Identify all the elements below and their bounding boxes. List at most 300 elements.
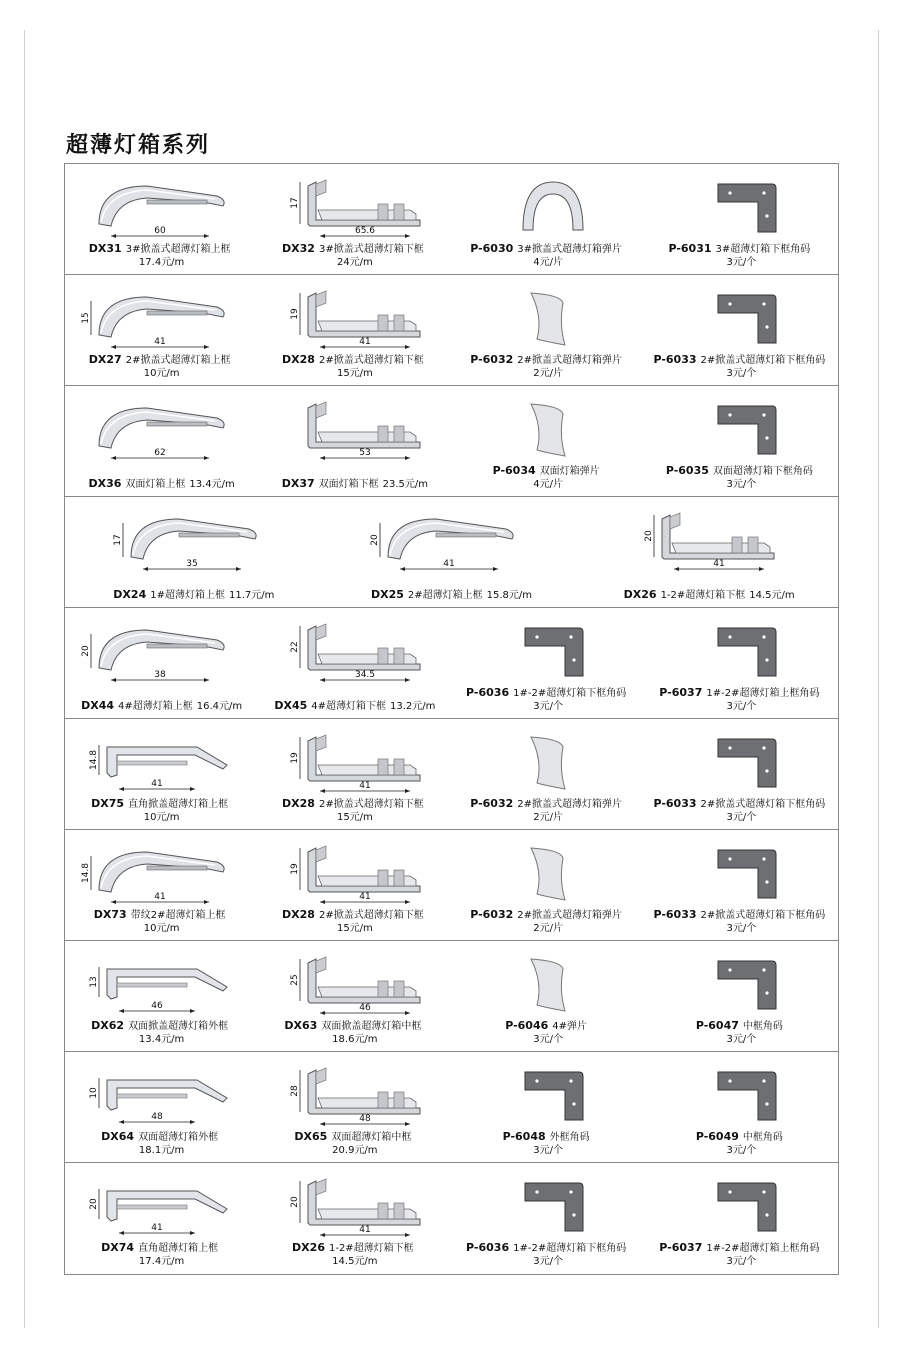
width-dimension-label: 41	[359, 892, 371, 902]
product-caption	[452, 464, 645, 491]
product-item	[65, 1052, 258, 1163]
product-caption	[258, 1019, 451, 1046]
product-item	[65, 608, 258, 719]
width-dimension-label: 60	[153, 226, 166, 236]
product-name: 1#-2#超薄灯箱下框角码	[513, 688, 627, 699]
product-item	[580, 497, 838, 608]
corner-profile-drawing	[463, 616, 633, 686]
corner-bracket-profile	[718, 295, 776, 343]
corner-bracket-profile	[525, 628, 583, 676]
width-dimension-label: 35	[186, 559, 198, 569]
product-code: P-6030	[470, 242, 514, 255]
product-name: 双面掀盖超薄灯箱外框	[128, 1021, 229, 1032]
product-name: 2#掀盖式超薄灯箱下框角码	[700, 355, 826, 366]
product-row	[65, 164, 838, 275]
height-dimension-label: 20	[88, 1198, 99, 1210]
product-code: P-6036	[466, 1241, 510, 1254]
product-price: 3元/个	[726, 812, 757, 823]
product-price: 11.7元/m	[228, 590, 275, 601]
corner-profile-drawing	[656, 949, 826, 1019]
product-caption	[452, 1241, 645, 1268]
product-price: 16.4元/m	[196, 701, 243, 712]
product-code: DX26	[623, 588, 657, 601]
product-caption	[323, 588, 581, 602]
product-caption	[645, 1241, 838, 1268]
product-item	[258, 608, 451, 719]
upper-profile-drawing	[77, 172, 247, 242]
width-dimension-label: 65.6	[354, 226, 375, 236]
product-code: DX28	[282, 353, 315, 366]
page-title: 超薄灯箱系列	[66, 133, 211, 158]
width-dimension-label: 34.5	[354, 670, 375, 680]
product-code: P-6032	[470, 908, 514, 921]
product-name: 3#掀盖式超薄灯箱弹片	[517, 244, 623, 255]
product-row	[65, 719, 838, 830]
spring-plate-profile	[531, 737, 565, 789]
product-caption	[645, 908, 838, 935]
product-code: P-6033	[653, 797, 697, 810]
product-name: 4#弹片	[552, 1021, 588, 1032]
product-caption	[258, 353, 451, 380]
product-name: 双面掀盖超薄灯箱中框	[321, 1021, 422, 1032]
width-dimension-label: 41	[359, 781, 371, 791]
product-item	[65, 941, 258, 1052]
product-price: 20.9元/m	[332, 1145, 378, 1156]
corner-bracket-profile	[718, 184, 776, 232]
product-item	[258, 275, 451, 386]
product-caption	[645, 1019, 838, 1046]
product-name: 1#-2#超薄灯箱上框角码	[706, 1243, 820, 1254]
product-item	[65, 386, 258, 497]
lower-profile-drawing	[270, 838, 440, 908]
width-dimension-label: 41	[359, 337, 371, 347]
product-price: 4元/片	[533, 479, 563, 490]
product-row	[65, 275, 838, 386]
height-dimension-label: 13	[88, 976, 99, 988]
product-caption	[645, 353, 838, 380]
product-item	[65, 164, 258, 275]
product-item	[65, 497, 323, 608]
product-code: DX62	[91, 1019, 125, 1032]
width-dimension-label: 62	[153, 448, 166, 458]
product-name: 双面灯箱上框	[125, 479, 186, 490]
product-price: 3元/个	[533, 701, 563, 712]
product-price: 3元/个	[726, 1256, 757, 1267]
product-item	[258, 1052, 451, 1163]
lower-profile-drawing	[270, 1060, 440, 1130]
spring-profile-drawing	[463, 283, 633, 353]
corner-profile-drawing	[656, 616, 826, 686]
product-caption	[645, 242, 838, 269]
product-name: 1#-2#超薄灯箱上框角码	[706, 688, 820, 699]
corner-profile-drawing	[656, 283, 826, 353]
product-caption	[65, 1241, 258, 1268]
product-name: 2#掀盖式超薄灯箱弹片	[517, 355, 623, 366]
product-caption	[452, 908, 645, 935]
product-item	[645, 386, 838, 497]
product-name: 2#掀盖式超薄灯箱弹片	[517, 799, 623, 810]
product-code: DX27	[88, 353, 122, 366]
product-caption	[65, 1130, 258, 1157]
product-code: DX65	[294, 1130, 328, 1143]
corner-profile-drawing	[656, 1171, 826, 1241]
spring-plate-profile	[531, 404, 565, 456]
corner-bracket-profile	[525, 1183, 583, 1231]
height-dimension-label: 22	[289, 641, 300, 653]
product-caption	[258, 477, 451, 491]
product-item	[452, 164, 645, 275]
product-code: DX31	[88, 242, 122, 255]
product-price: 15元/m	[336, 812, 373, 823]
product-caption	[258, 797, 451, 824]
product-item	[258, 941, 451, 1052]
product-code: P-6036	[466, 686, 510, 699]
height-dimension-label: 14.8	[88, 749, 99, 771]
spring-profile-drawing	[463, 949, 633, 1019]
product-item	[65, 719, 258, 830]
product-price: 10元/m	[143, 812, 180, 823]
product-name: 双面超薄灯箱中框	[331, 1132, 412, 1143]
corner-bracket-profile	[718, 1072, 776, 1120]
product-code: DX64	[101, 1130, 135, 1143]
product-price: 4元/片	[533, 257, 563, 268]
product-price: 13.4元/m	[189, 479, 235, 490]
product-name: 3#超薄灯箱下框角码	[715, 244, 811, 255]
product-name: 2#掀盖式超薄灯箱弹片	[517, 910, 623, 921]
width-dimension-label: 46	[359, 1003, 371, 1013]
product-item	[645, 1163, 838, 1274]
product-code: P-6033	[653, 353, 697, 366]
lower-profile-drawing	[270, 1171, 440, 1241]
product-price: 3元/个	[533, 1256, 563, 1267]
product-name: 1#超薄灯箱上框	[150, 590, 225, 601]
product-code: P-6037	[659, 686, 703, 699]
product-item	[452, 275, 645, 386]
upper-profile-drawing	[366, 505, 536, 575]
product-item	[645, 275, 838, 386]
arch-profile-drawing	[463, 172, 633, 242]
product-code: DX24	[113, 588, 147, 601]
product-item	[645, 719, 838, 830]
product-name: 4#超薄灯箱上框	[118, 701, 193, 712]
product-name: 直角掀盖超薄灯箱上框	[128, 799, 229, 810]
product-caption	[65, 353, 258, 380]
corner-profile-drawing	[656, 838, 826, 908]
product-code: P-6047	[695, 1019, 739, 1032]
width-dimension-label: 46	[150, 1001, 163, 1011]
page-edge-right	[878, 30, 879, 1328]
corner-profile-drawing	[463, 1060, 633, 1130]
product-code: P-6032	[470, 353, 514, 366]
product-name: 1-2#超薄灯箱下框	[660, 590, 746, 601]
upper-profile-drawing	[77, 394, 247, 464]
product-code: DX63	[284, 1019, 318, 1032]
upper-profile-drawing	[77, 838, 247, 908]
product-name: 双面灯箱下框	[318, 479, 379, 490]
product-name: 中框角码	[742, 1021, 783, 1032]
product-caption	[65, 477, 258, 491]
product-caption	[452, 1019, 645, 1046]
product-name: 直角超薄灯箱上框	[138, 1243, 219, 1254]
lower-profile-drawing	[270, 394, 440, 464]
product-row	[65, 941, 838, 1052]
product-item	[258, 164, 451, 275]
corner-bracket-profile	[718, 850, 776, 898]
product-price: 2元/片	[533, 812, 563, 823]
product-price: 24元/m	[336, 257, 373, 268]
product-code: DX26	[292, 1241, 325, 1254]
product-code: DX32	[282, 242, 315, 255]
product-name: 2#超薄灯箱上框	[407, 590, 483, 601]
width-dimension-label: 41	[150, 779, 163, 789]
product-caption	[452, 797, 645, 824]
flat-profile-drawing	[77, 1060, 247, 1130]
product-name: 双面灯箱弹片	[539, 466, 600, 477]
spring-plate-profile	[531, 959, 565, 1011]
product-item	[452, 1052, 645, 1163]
corner-bracket-profile	[718, 406, 776, 454]
product-item	[645, 1052, 838, 1163]
corner-profile-drawing	[656, 172, 826, 242]
product-name: 1-2#超薄灯箱下框	[328, 1243, 414, 1254]
product-item	[452, 941, 645, 1052]
product-item	[323, 497, 581, 608]
product-row	[65, 830, 838, 941]
flat-profile-drawing	[77, 949, 247, 1019]
product-caption	[452, 1130, 645, 1157]
upper-profile-drawing	[77, 616, 247, 686]
corner-bracket-profile	[718, 628, 776, 676]
height-dimension-label: 25	[289, 974, 300, 986]
product-caption	[452, 686, 645, 713]
spring-profile-drawing	[463, 394, 633, 464]
product-name: 4#超薄灯箱下框	[311, 701, 387, 712]
product-price: 2元/片	[533, 368, 563, 379]
product-item	[645, 164, 838, 275]
product-price: 10元/m	[143, 368, 180, 379]
product-catalog	[64, 163, 839, 1275]
product-item	[258, 830, 451, 941]
height-dimension-label: 20	[80, 645, 91, 657]
product-item	[258, 1163, 451, 1274]
product-caption	[65, 797, 258, 824]
lower-profile-drawing	[270, 727, 440, 797]
product-item	[258, 719, 451, 830]
width-dimension-label: 53	[359, 448, 371, 458]
corner-bracket-profile	[525, 1072, 583, 1120]
product-caption	[645, 797, 838, 824]
product-item	[65, 830, 258, 941]
height-dimension-label: 20	[289, 1196, 300, 1208]
product-price: 17.4元/m	[138, 1256, 185, 1267]
width-dimension-label: 41	[150, 1223, 163, 1233]
product-code: DX45	[274, 699, 308, 712]
product-price: 3元/个	[726, 923, 757, 934]
height-dimension-label: 19	[289, 308, 300, 320]
product-price: 23.5元/m	[382, 479, 429, 490]
product-price: 3元/个	[533, 1034, 563, 1045]
product-price: 13.4元/m	[138, 1034, 185, 1045]
product-code: P-6033	[653, 908, 697, 921]
product-item	[645, 941, 838, 1052]
height-dimension-label: 20	[370, 534, 381, 546]
product-name: 3#掀盖式超薄灯箱下框	[318, 244, 424, 255]
corner-profile-drawing	[656, 727, 826, 797]
product-name: 2#掀盖式超薄灯箱下框	[318, 355, 424, 366]
product-name: 2#掀盖式超薄灯箱下框角码	[700, 799, 826, 810]
height-dimension-label: 28	[289, 1085, 300, 1097]
product-code: DX25	[370, 588, 404, 601]
corner-profile-drawing	[656, 1060, 826, 1130]
product-price: 3元/个	[726, 368, 757, 379]
product-price: 15.8元/m	[486, 590, 533, 601]
spring-plate-profile	[531, 848, 565, 900]
corner-bracket-profile	[718, 1183, 776, 1231]
spring-arch-profile	[523, 182, 583, 230]
lower-profile-drawing	[270, 172, 440, 242]
product-price: 10元/m	[143, 923, 180, 934]
product-price: 17.4元/m	[138, 257, 185, 268]
product-caption	[258, 1130, 451, 1157]
product-code: DX28	[282, 797, 315, 810]
width-dimension-label: 48	[359, 1114, 371, 1124]
product-name: 外框角码	[549, 1132, 590, 1143]
product-code: P-6032	[470, 797, 514, 810]
lower-profile-drawing	[270, 949, 440, 1019]
product-name: 2#掀盖式超薄灯箱下框	[318, 910, 424, 921]
product-item	[645, 830, 838, 941]
product-price: 3元/个	[726, 1145, 757, 1156]
height-dimension-label: 17	[112, 534, 123, 546]
product-code: DX73	[93, 908, 127, 921]
width-dimension-label: 41	[153, 337, 166, 347]
product-item	[258, 386, 451, 497]
product-price: 18.1元/m	[138, 1145, 185, 1156]
upper-profile-drawing	[77, 283, 247, 353]
product-code: P-6034	[492, 464, 536, 477]
width-dimension-label: 41	[153, 892, 166, 902]
corner-bracket-profile	[718, 739, 776, 787]
product-price: 2元/片	[533, 923, 563, 934]
width-dimension-label: 41	[443, 559, 456, 569]
product-caption	[580, 588, 838, 602]
height-dimension-label: 17	[289, 197, 300, 209]
product-item	[645, 608, 838, 719]
product-code: DX37	[281, 477, 315, 490]
product-price: 13.2元/m	[390, 701, 436, 712]
width-dimension-label: 41	[359, 1225, 371, 1235]
height-dimension-label: 15	[80, 312, 91, 324]
product-row	[65, 497, 838, 608]
product-code: DX28	[282, 908, 315, 921]
flat-profile-drawing	[77, 1171, 247, 1241]
product-price: 15元/m	[336, 923, 373, 934]
product-price: 15元/m	[336, 368, 373, 379]
product-caption	[65, 908, 258, 935]
product-price: 3元/个	[726, 701, 757, 712]
product-name: 中框角码	[742, 1132, 783, 1143]
product-name: 双面超薄灯箱下框角码	[712, 466, 813, 477]
product-name: 2#掀盖式超薄灯箱下框	[318, 799, 424, 810]
product-code: P-6035	[665, 464, 709, 477]
spring-profile-drawing	[463, 727, 633, 797]
product-code: DX74	[101, 1241, 135, 1254]
height-dimension-label: 20	[644, 530, 655, 542]
product-price: 3元/个	[726, 257, 757, 268]
product-caption	[452, 242, 645, 269]
product-caption	[645, 686, 838, 713]
width-dimension-label: 48	[150, 1112, 163, 1122]
product-caption	[258, 1241, 451, 1268]
product-code: P-6031	[668, 242, 712, 255]
product-name: 2#掀盖式超薄灯箱下框角码	[700, 910, 826, 921]
product-item	[452, 386, 645, 497]
product-caption	[65, 699, 258, 713]
corner-profile-drawing	[463, 1171, 633, 1241]
product-row	[65, 386, 838, 497]
spring-profile-drawing	[463, 838, 633, 908]
product-item	[452, 1163, 645, 1274]
product-item	[452, 830, 645, 941]
product-code: P-6037	[659, 1241, 703, 1254]
product-caption	[65, 1019, 258, 1046]
product-name: 3#掀盖式超薄灯箱上框	[125, 244, 231, 255]
product-item	[452, 719, 645, 830]
product-item	[65, 1163, 258, 1274]
product-code: DX36	[88, 477, 122, 490]
product-caption	[645, 464, 838, 491]
product-name: 2#掀盖式超薄灯箱上框	[125, 355, 231, 366]
product-caption	[65, 588, 323, 602]
product-price: 3元/个	[726, 479, 757, 490]
product-name: 双面超薄灯箱外框	[138, 1132, 219, 1143]
product-row	[65, 608, 838, 719]
product-code: P-6049	[695, 1130, 739, 1143]
product-name: 带纹2#超薄灯箱上框	[130, 910, 226, 921]
product-price: 3元/个	[726, 1034, 757, 1045]
height-dimension-label: 19	[289, 752, 300, 764]
product-price: 14.5元/m	[332, 1256, 378, 1267]
product-price: 14.5元/m	[749, 590, 795, 601]
product-item	[65, 275, 258, 386]
product-code: DX44	[81, 699, 115, 712]
product-code: P-6046	[505, 1019, 549, 1032]
product-row	[65, 1163, 838, 1274]
page-edge-left	[24, 30, 25, 1328]
product-name: 1#-2#超薄灯箱下框角码	[513, 1243, 627, 1254]
height-dimension-label: 10	[88, 1087, 99, 1099]
product-caption	[452, 353, 645, 380]
product-code: P-6048	[502, 1130, 546, 1143]
product-item	[452, 608, 645, 719]
product-caption	[258, 908, 451, 935]
product-row	[65, 1052, 838, 1163]
lower-profile-drawing	[624, 505, 794, 575]
width-dimension-label: 41	[713, 559, 725, 569]
width-dimension-label: 38	[153, 670, 166, 680]
corner-profile-drawing	[656, 394, 826, 464]
product-code: DX75	[91, 797, 125, 810]
corner-bracket-profile	[718, 961, 776, 1009]
height-dimension-label: 19	[289, 863, 300, 875]
product-caption	[645, 1130, 838, 1157]
spring-plate-profile	[531, 293, 565, 345]
lower-profile-drawing	[270, 616, 440, 686]
product-price: 3元/个	[533, 1145, 563, 1156]
lower-profile-drawing	[270, 283, 440, 353]
product-caption	[258, 242, 451, 269]
product-caption	[65, 242, 258, 269]
